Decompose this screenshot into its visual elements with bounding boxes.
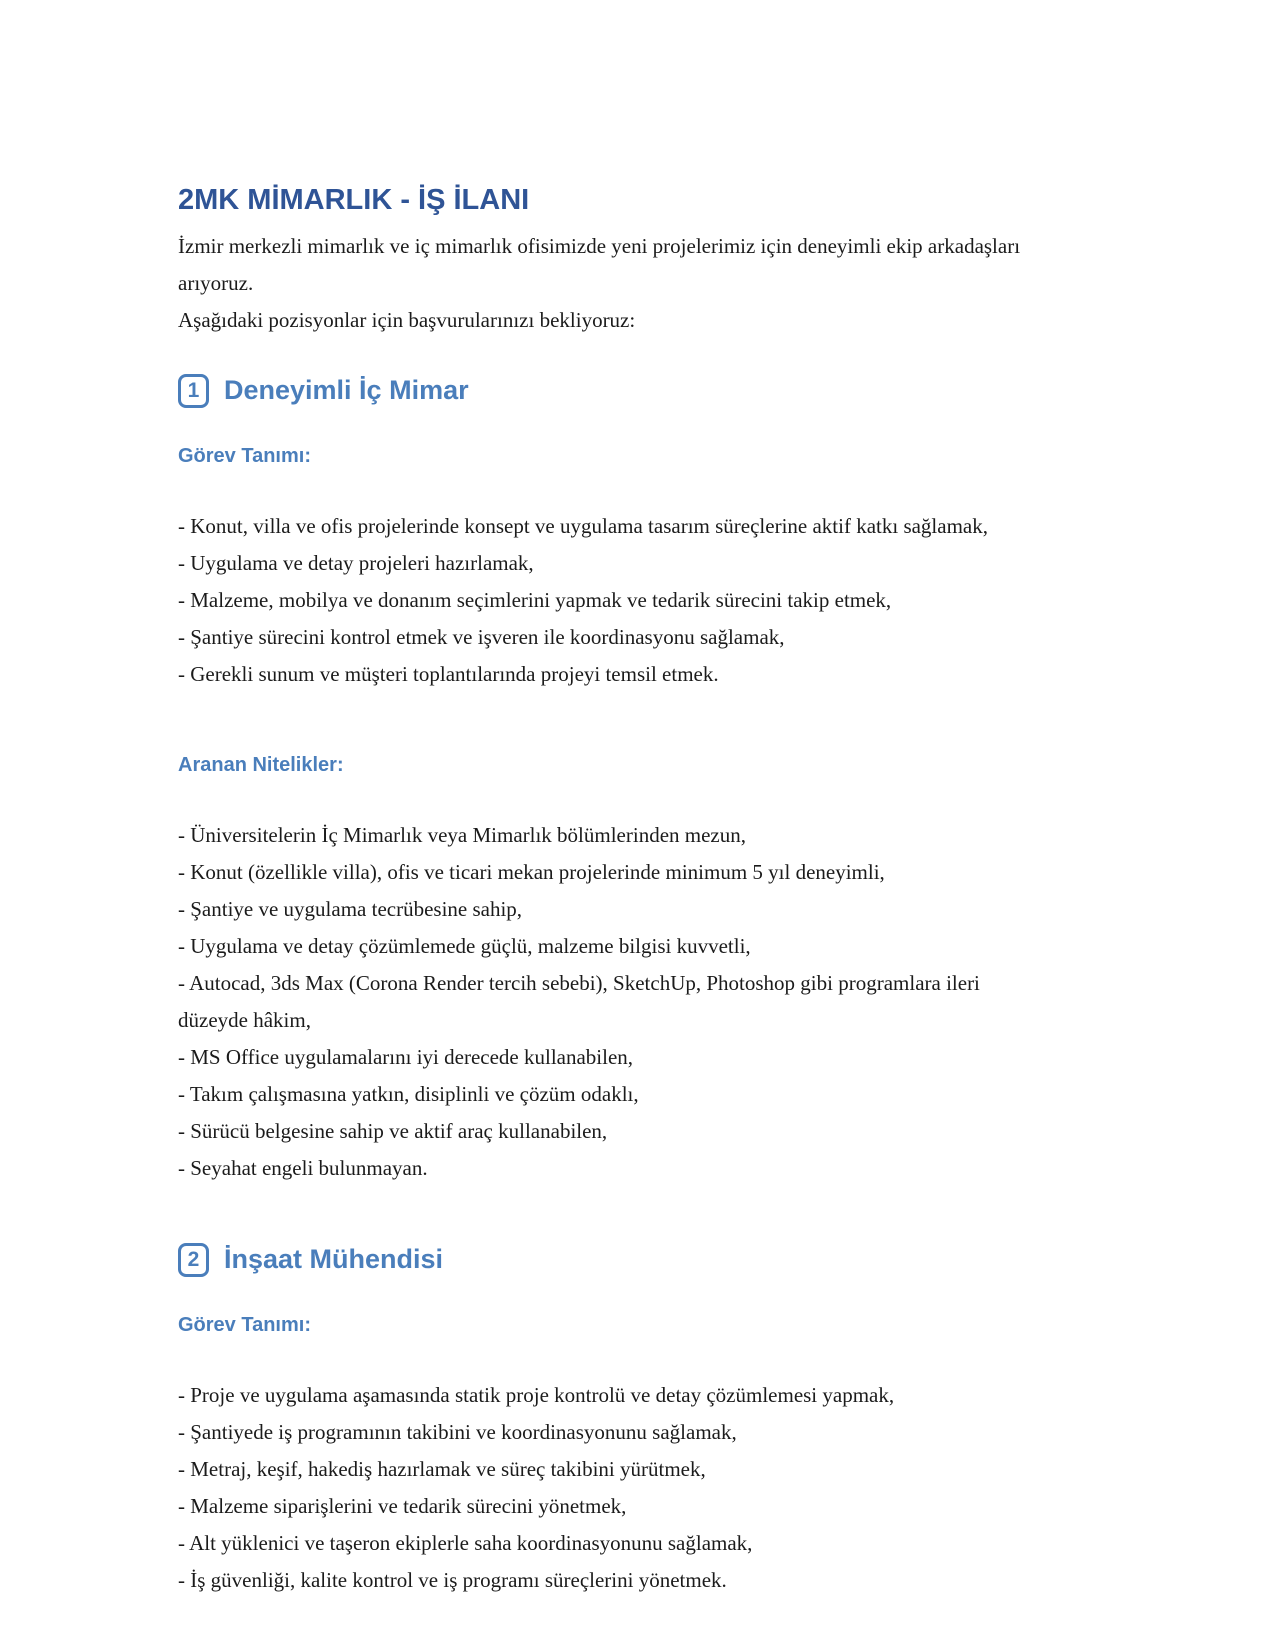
list-item: - Proje ve uygulama aşamasında statik proje kontrolü ve detay çözümlemesi yapmak, <box>178 1382 895 1407</box>
list-item: - Konut (özellikle villa), ofis ve ticari mekan projelerinde minimum 5 yıl deneyimli, <box>178 859 885 884</box>
section-1-heading <box>178 374 1023 408</box>
list-item: - Uygulama ve detay projeleri hazırlamak, <box>178 550 534 575</box>
intro-paragraph-1: İzmir merkezli mimarlık ve iç mimarlık ofisimizde yeni projelerimiz için deneyimli ekip arkadaşları arıyoruz. <box>178 233 1021 295</box>
section-1-aranan-nitelikler-label: Aranan Nitelikler: <box>178 753 344 776</box>
section-1-gorev-tanimi-label: Görev Tanımı: <box>178 444 311 467</box>
section-2-title: İnşaat Mühendisi <box>224 1244 444 1275</box>
keycap-2-icon: 2 <box>178 1243 209 1277</box>
list-item: - Alt yüklenici ve taşeron ekiplerle saha koordinasyonunu sağlamak, <box>178 1530 753 1555</box>
list-item: - Üniversitelerin İç Mimarlık veya Mimarlık bölümlerinden mezun, <box>178 822 747 847</box>
list-item: - Malzeme, mobilya ve donanım seçimlerini yapmak ve tedarik sürecini takip etmek, <box>178 587 892 612</box>
list-item: - Şantiye ve uygulama tecrübesine sahip, <box>178 896 523 921</box>
list-item: - Şantiye sürecini kontrol etmek ve işveren ile koordinasyonu sağlamak, <box>178 624 785 649</box>
section-2-gorev-tanimi-label: Görev Tanımı: <box>178 1313 311 1336</box>
section-1-title: Deneyimli İç Mimar <box>224 375 469 406</box>
section-1-nitelikler-list <box>178 817 1023 1187</box>
list-item: - Şantiyede iş programının takibini ve koordinasyonunu sağlamak, <box>178 1419 737 1444</box>
list-item: - Gerekli sunum ve müşteri toplantılarında projeyi temsil etmek. <box>178 661 719 686</box>
list-item: - Uygulama ve detay çözümlemede güçlü, malzeme bilgisi kuvvetli, <box>178 933 751 958</box>
list-item: - Takım çalışmasına yatkın, disiplinli ve çözüm odaklı, <box>178 1081 639 1106</box>
list-item: - Seyahat engeli bulunmayan. <box>178 1155 428 1180</box>
list-item: - Metraj, keşif, hakediş hazırlamak ve süreç takibini yürütmek, <box>178 1456 706 1481</box>
list-item: - Sürücü belgesine sahip ve aktif araç kullanabilen, <box>178 1118 608 1143</box>
list-item: - Konut, villa ve ofis projelerinde konsept ve uygulama tasarım süreçlerine aktif katkı sağlamak, <box>178 513 988 538</box>
section-2-gorev-list <box>178 1377 1023 1599</box>
list-item: - MS Office uygulamalarını iyi derecede kullanabilen, <box>178 1044 634 1069</box>
section-1-gorev-list <box>178 508 1023 693</box>
list-item: - Malzeme siparişlerini ve tedarik sürecini yönetmek, <box>178 1493 627 1518</box>
keycap-1-icon: 1 <box>178 374 209 408</box>
list-item: - Autocad, 3ds Max (Corona Render tercih sebebi), SketchUp, Photoshop gibi programlara ileri düzeyde hâkim, <box>178 970 980 1032</box>
page-title: 2MK MİMARLIK - İŞ İLANI <box>178 184 530 216</box>
list-item: - İş güvenliği, kalite kontrol ve iş programı süreçlerini yönetmek. <box>178 1567 727 1592</box>
intro-paragraph-2: Aşağıdaki pozisyonlar için başvurularınızı bekliyoruz: <box>178 307 636 332</box>
section-2-heading <box>178 1243 1023 1277</box>
